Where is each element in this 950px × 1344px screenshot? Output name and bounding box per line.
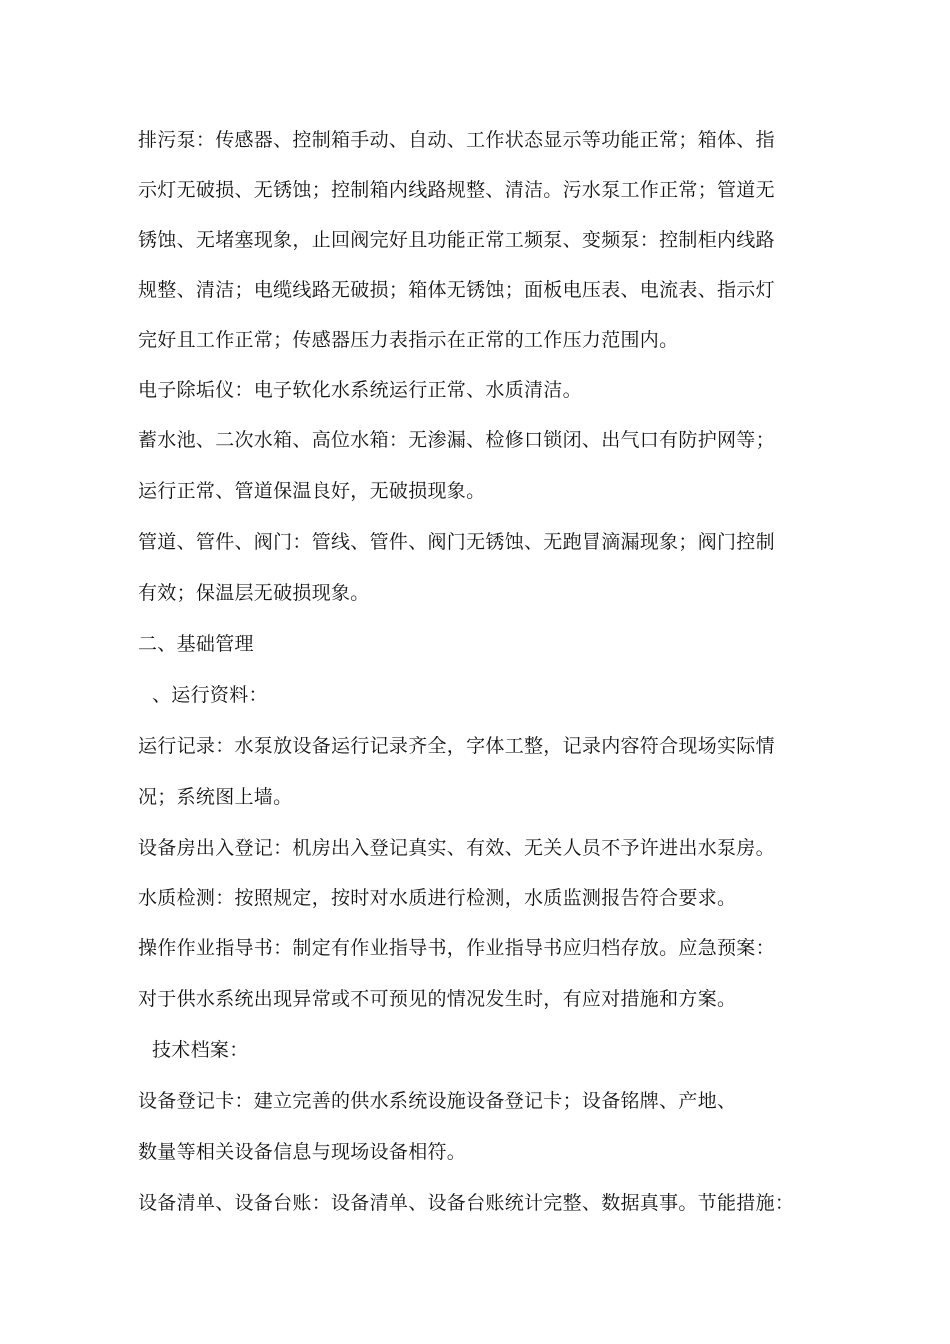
text-line: 数量等相关设备信息与现场设备相符。 [138,1141,467,1163]
text-line: 操作作业指导书：制定有作业指导书，作业指导书应归档存放。应急预案： [138,937,775,959]
text-line: 示灯无破损、无锈蚀；控制箱内线路规整、清洁。污水泵工作正常；管道无 [138,179,775,201]
text-line: 管道、管件、阀门：管线、管件、阀门无锈蚀、无跑冒滴漏现象；阀门控制 [138,531,775,553]
text-line: 完好且工作正常；传感器压力表指示在正常的工作压力范围内。 [138,329,679,351]
text-line: 运行记录：水泵放设备运行记录齐全，字体工整，记录内容符合现场实际情 [138,735,775,757]
text-line: 设备登记卡：建立完善的供水系统设施设备登记卡；设备铭牌、产地、 [138,1090,737,1112]
text-line: 况；系统图上墙。 [138,786,293,808]
section-heading: 二、基础管理 [138,633,254,655]
text-line: 设备清单、设备台账：设备清单、设备台账统计完整、数据真事。节能措施： [138,1192,795,1214]
text-line: 对于供水系统出现异常或不可预见的情况发生时，有应对措施和方案。 [138,988,737,1010]
text-line: 设备房出入登记：机房出入登记真实、有效、无关人员不予许进出水泵房。 [138,837,775,859]
text-line: 规整、清洁；电缆线路无破损；箱体无锈蚀；面板电压表、电流表、指示灯 [138,279,775,301]
text-line: 锈蚀、无堵塞现象，止回阀完好且功能正常工频泵、变频泵：控制柜内线路 [138,229,775,251]
text-line: 电子除垢仪：电子软化水系统运行正常、水质清洁。 [138,379,582,401]
text-line: 水质检测：按照规定，按时对水质进行检测，水质监测报告符合要求。 [138,887,737,909]
text-line: 蓄水池、二次水箱、高位水箱：无渗漏、检修口锁闭、出气口有防护网等； [138,429,775,451]
text-line: 运行正常、管道保温良好，无破损现象。 [138,480,486,502]
subsection-heading: 、运行资料： [152,684,268,706]
text-line: 排污泵：传感器、控制箱手动、自动、工作状态显示等功能正常；箱体、指 [138,129,775,151]
text-line: 有效；保温层无破损现象。 [138,582,370,604]
subsection-heading: 技术档案： [152,1039,249,1061]
